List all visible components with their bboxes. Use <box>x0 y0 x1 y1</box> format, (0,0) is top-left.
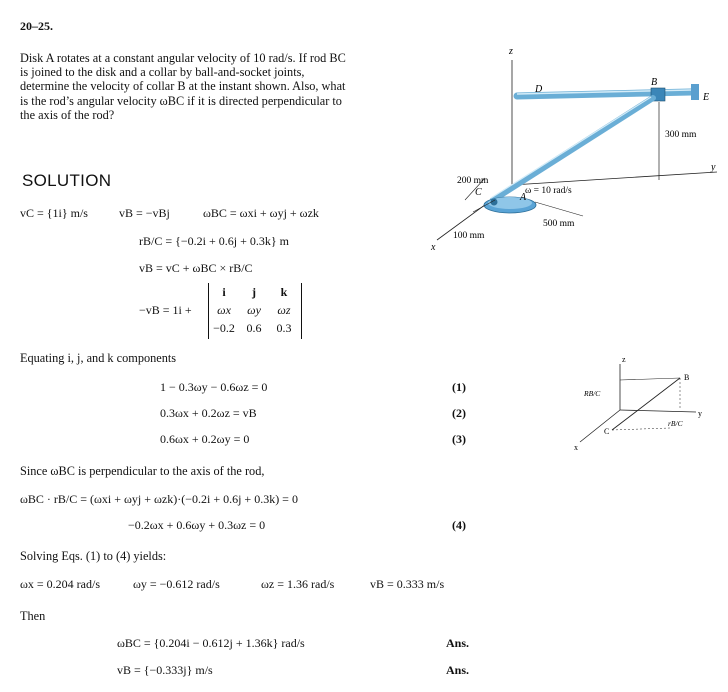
result-vb: vB = 0.333 m/s <box>370 577 445 591</box>
answer-wbc: ωBC = {0.204i − 0.612j + 1.36k} rad/s <box>117 636 305 650</box>
det-lhs: −vB = 1i + <box>139 303 192 317</box>
eq-vb-def: vB = −vBj <box>119 206 170 220</box>
eq3: 0.6ωx + 0.2ωy = 0 <box>160 432 250 446</box>
eq1-number: (1) <box>452 380 466 394</box>
determinant <box>208 283 302 339</box>
eq4-number: (4) <box>452 518 466 532</box>
rod-collar-figure <box>425 40 725 250</box>
dim-100-label: 100 mm <box>453 231 485 241</box>
problem-statement: Disk A rotates at a constant angular velocity of 10 rad/s. If rod BC is joined to the disk and a collar by ball-and-socket joints, determine the velocity of collar B at the instant shown. Also, what is the rod’s angular velocity ωBC if it is directed perpendicular to the axis of the rod? <box>20 51 346 122</box>
sketch-c-label: C <box>604 427 610 436</box>
det-r1c1: ωy <box>247 303 261 317</box>
answer-wbc-tag: Ans. <box>446 636 470 650</box>
sketch-y-label: y <box>698 409 702 418</box>
answer-vb-tag: Ans. <box>446 663 470 677</box>
sketch-guide <box>620 378 680 380</box>
eq1: 1 − 0.3ωy − 0.6ωz = 0 <box>160 380 268 394</box>
eq4: −0.2ωx + 0.6ωy + 0.3ωz = 0 <box>128 518 266 532</box>
eq-wbc-def: ωBC = ωxi + ωyj + ωzk <box>203 206 319 220</box>
solving-text: Solving Eqs. (1) to (4) yields: <box>20 549 167 563</box>
sketch-rbc-label: rB/C <box>668 419 683 428</box>
eq2: 0.3ωx + 0.2ωz = vB <box>160 406 257 420</box>
dim-200-label: 200 mm <box>457 176 489 186</box>
dim-500-label: 500 mm <box>543 219 575 229</box>
sketch-x-label: x <box>574 443 578 452</box>
det-r0c2: k <box>280 285 288 299</box>
det-r2c0: −0.2 <box>213 321 235 335</box>
then-text: Then <box>20 609 46 623</box>
label-a: A <box>520 192 527 203</box>
result-wz: ωz = 1.36 rad/s <box>261 577 335 591</box>
support-e <box>691 84 699 100</box>
rod-bc <box>493 98 653 200</box>
eq-rbc: rB/C = {−0.2i + 0.6j + 0.3k} m <box>139 234 289 248</box>
x-axis-label: x <box>431 242 436 250</box>
equating-text: Equating i, j, and k components <box>20 351 177 365</box>
eq2-number: (2) <box>452 406 466 420</box>
dot-eq: ωBC · rB/C = (ωxi + ωyj + ωzk)·(−0.2i + 0.6j + 0.3k) = 0 <box>20 492 298 506</box>
det-r0c0: i <box>222 285 226 299</box>
sketch-rb-label: RB/C <box>584 389 601 398</box>
solution-heading: SOLUTION <box>22 171 112 190</box>
problem-number: 20–25. <box>20 19 53 33</box>
sketch-y-axis <box>620 410 696 412</box>
label-e: E <box>703 92 710 103</box>
sketch-b-label: B <box>684 373 690 382</box>
result-wx: ωx = 0.204 rad/s <box>20 577 100 591</box>
eq3-number: (3) <box>452 432 466 446</box>
eq-vb: vB = vC + ωBC × rB/C <box>139 261 253 275</box>
vector-sketch <box>560 350 710 460</box>
det-r2c2: 0.3 <box>276 321 292 335</box>
sketch-x-axis <box>580 410 620 442</box>
since-text: Since ωBC is perpendicular to the axis of the rod, <box>20 464 265 478</box>
result-wy: ωy = −0.612 rad/s <box>133 577 220 591</box>
y-axis <box>512 172 717 185</box>
z-axis-label: z <box>509 46 513 57</box>
rod-bc-highlight <box>491 97 651 198</box>
det-r1c0: ωx <box>217 303 231 317</box>
label-b: B <box>651 77 658 88</box>
sketch-z-label: z <box>622 355 626 364</box>
omega-label: ω = 10 rad/s <box>525 186 572 196</box>
answer-vb: vB = {−0.333j} m/s <box>117 663 213 677</box>
det-r0c1: j <box>252 285 256 299</box>
label-c: C <box>475 187 482 198</box>
eq-vc: vC = {1i} m/s <box>20 206 88 220</box>
y-axis-label: y <box>711 162 716 173</box>
label-d: D <box>535 84 543 95</box>
dim-300-label: 300 mm <box>665 130 697 140</box>
det-r2c1: 0.6 <box>246 321 262 335</box>
det-r1c2: ωz <box>277 303 291 317</box>
